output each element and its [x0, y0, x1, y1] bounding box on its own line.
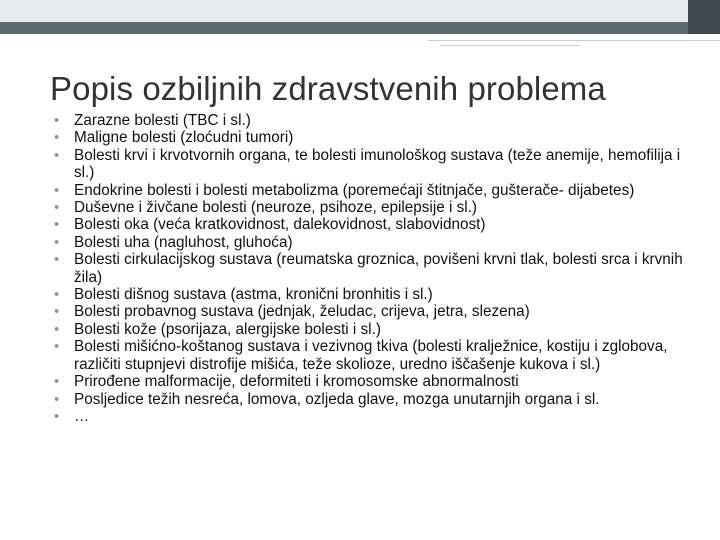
- bullet-text: Zarazne bolesti (TBC i sl.): [74, 112, 251, 129]
- bullet-dot-icon: •: [54, 373, 60, 391]
- bullet-dot-icon: •: [54, 129, 60, 147]
- bullet-item: [54, 407, 704, 425]
- decorative-rule: [428, 40, 720, 41]
- slide-title: Popis ozbiljnih zdravstvenih problema: [50, 70, 606, 107]
- bullet-text: Endokrine bolesti i bolesti metabolizma (poremećaji štitnjače, gušterače- dijabetes): [74, 181, 635, 199]
- bullet-text: Bolesti dišnog sustava (astma, kronični bronhitis i sl.): [74, 286, 433, 304]
- decorative-rule: [440, 45, 580, 46]
- bullet-item: [54, 199, 704, 217]
- bullet-text: Maligne bolesti (zloćudni tumori): [74, 129, 294, 147]
- bullet-dot-icon: •: [54, 199, 60, 217]
- bullet-item: [54, 181, 704, 199]
- bullet-item: [54, 390, 704, 408]
- bullet-text: Duševne i živčane bolesti (neuroze, psihoze, epilepsije i sl.): [74, 199, 478, 217]
- bullet-list: [54, 112, 704, 425]
- bullet-dot-icon: •: [54, 181, 60, 199]
- bullet-item: [54, 251, 704, 286]
- header-corner-block: [688, 0, 720, 34]
- bullet-text: Bolesti mišićno-koštanog sustava i vezivnog tkiva (bolesti kralježnice, kostiju i zglobova, različiti stupnjevi distrofije mišića, teže skolioze, uredno iščašenje kukova i sl.): [74, 338, 668, 373]
- bullet-item: [54, 338, 704, 373]
- bullet-text: …: [74, 407, 90, 425]
- bullet-text: Bolesti probavnog sustava (jednjak, želudac, crijeva, jetra, slezena): [74, 303, 530, 321]
- bullet-dot-icon: •: [54, 303, 60, 321]
- bullet-text: Bolesti cirkulacijskog sustava (reumatska groznica, povišeni krvni tlak, bolesti srca i krvnih žila): [74, 251, 683, 286]
- bullet-text: Prirođene malformacije, deformiteti i kromosomske abnormalnosti: [74, 373, 519, 391]
- bullet-text: Bolesti krvi i krvotvornih organa, te bolesti imunološkog sustava (teže anemije, hemofilija i sl.): [74, 146, 681, 182]
- bullet-text: Posljedice težih nesreća, lomova, ozljeda glave, mozga unutarnjih organa i sl.: [74, 390, 600, 408]
- bullet-dot-icon: •: [54, 146, 60, 164]
- bullet-item: [54, 146, 704, 182]
- bullet-dot-icon: •: [54, 216, 60, 234]
- bullet-item: [54, 112, 704, 129]
- bullet-item: [54, 303, 704, 321]
- bullet-dot-icon: •: [54, 233, 60, 251]
- header-band-dark: [0, 22, 720, 34]
- bullet-dot-icon: •: [54, 251, 60, 269]
- bullet-text: Bolesti kože (psorijaza, alergijske bolesti i sl.): [74, 320, 381, 338]
- bullet-dot-icon: •: [54, 338, 60, 356]
- bullet-item: [54, 129, 704, 147]
- header-band-light: [0, 0, 720, 22]
- bullet-item: [54, 320, 704, 338]
- bullet-item: [54, 216, 704, 234]
- bullet-dot-icon: •: [54, 407, 60, 425]
- bullet-dot-icon: •: [54, 320, 60, 338]
- bullet-dot-icon: •: [54, 112, 60, 129]
- bullet-item: [54, 373, 704, 391]
- bullet-dot-icon: •: [54, 390, 60, 408]
- bullet-text: Bolesti uha (nagluhost, gluhoća): [74, 233, 293, 251]
- bullet-item: [54, 233, 704, 251]
- bullet-text: Bolesti oka (veća kratkovidnost, dalekovidnost, slabovidnost): [74, 216, 486, 234]
- bullet-dot-icon: •: [54, 286, 60, 304]
- bullet-item: [54, 286, 704, 304]
